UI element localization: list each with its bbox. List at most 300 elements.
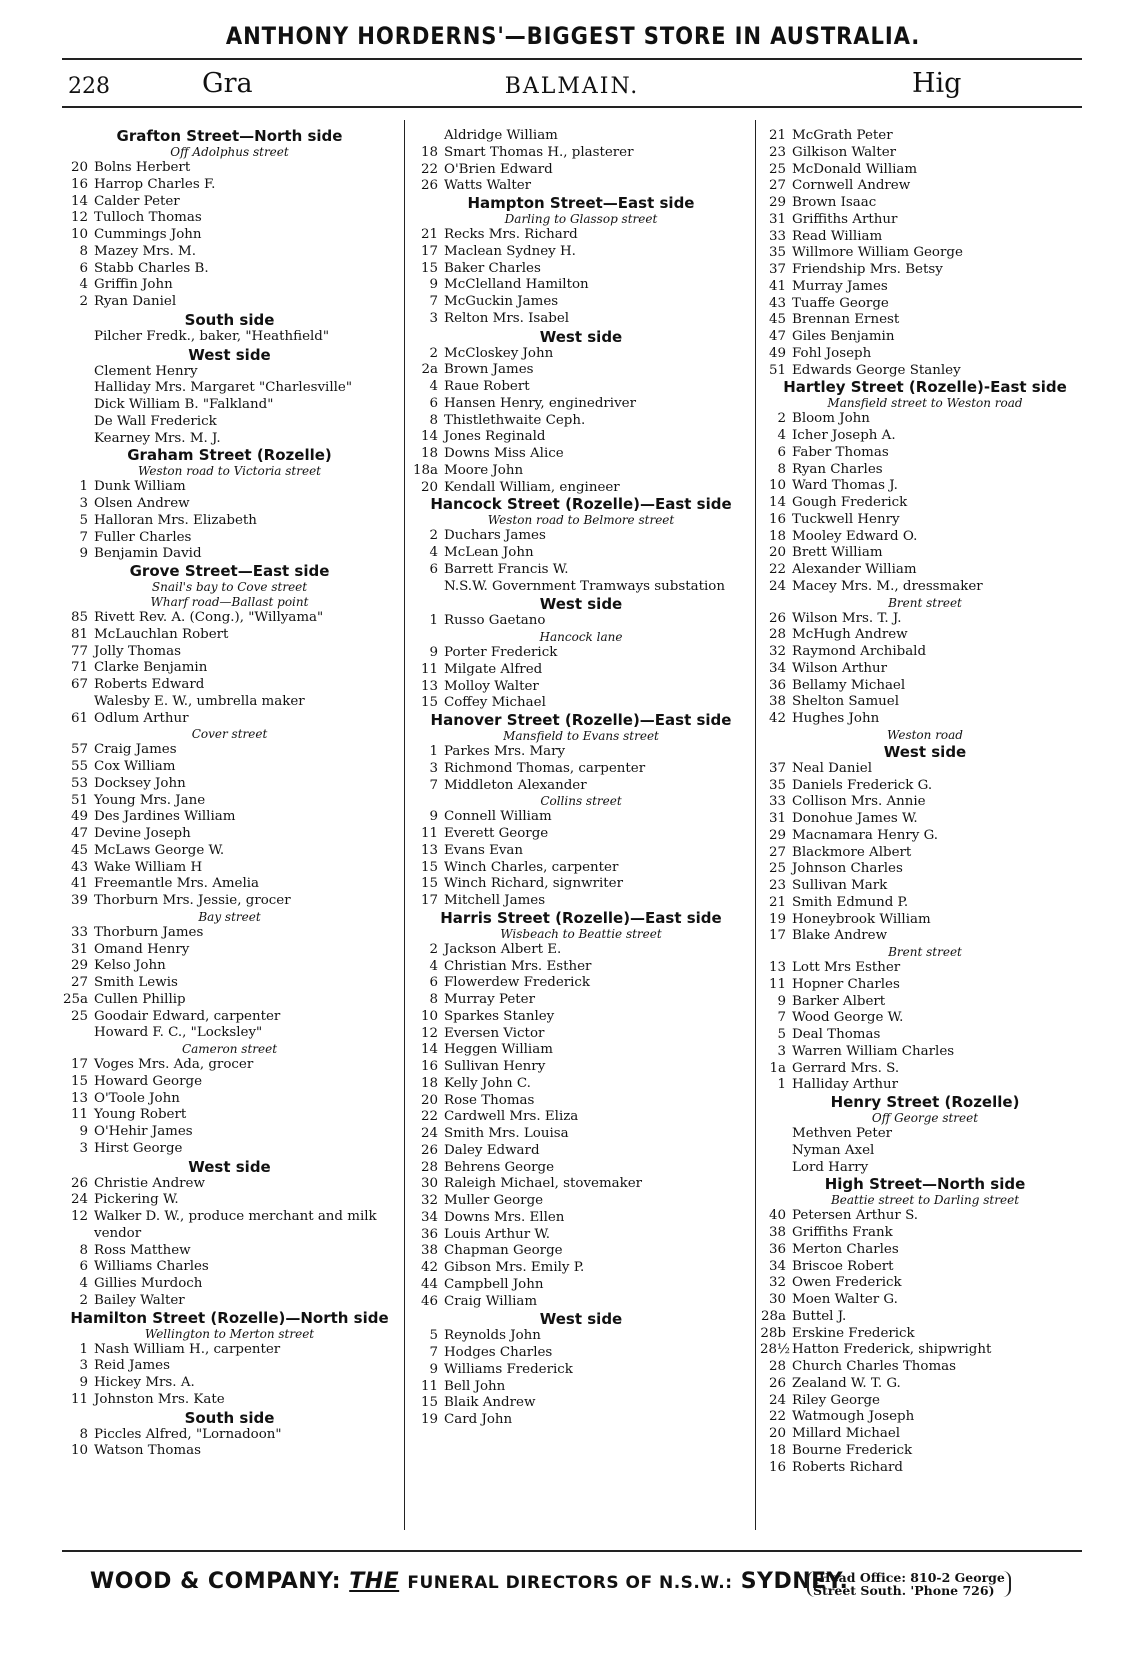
resident-name: McLauchlan Robert — [94, 626, 229, 642]
directory-entry — [62, 809, 397, 826]
directory-entry — [760, 195, 1090, 212]
directory-entry — [62, 1176, 397, 1193]
resident-name: Harrop Charles F. — [94, 176, 216, 192]
resident-name: Blackmore Albert — [792, 844, 912, 860]
house-number: 16 — [768, 511, 786, 527]
resident-name: Donohue James W. — [792, 811, 918, 826]
resident-name: Parkes Mrs. Mary — [444, 744, 566, 759]
directory-entry — [412, 826, 750, 843]
resident-name: Smart Thomas H., plasterer — [444, 144, 634, 160]
house-number: 8 — [429, 412, 438, 428]
resident-name: Macnamara Henry G. — [792, 827, 939, 843]
resident-name: Young Robert — [94, 1107, 187, 1123]
resident-name: Milgate Alfred — [444, 661, 543, 677]
directory-entry — [62, 644, 397, 661]
resident-name: Kelly John C. — [444, 1075, 531, 1091]
house-number: 53 — [70, 775, 88, 791]
resident-name: Smith Edmund P. — [792, 894, 909, 910]
house-number: 16 — [420, 1059, 438, 1074]
resident-name: McGrath Peter — [792, 128, 893, 143]
resident-name: Kendall William, engineer — [444, 479, 620, 495]
resident-name: Ryan Daniel — [94, 294, 177, 309]
house-number — [760, 1143, 792, 1160]
resident-name: Lott Mrs Esther — [792, 960, 901, 975]
resident-name: Olsen Andrew — [94, 496, 190, 511]
directory-entry — [412, 843, 750, 860]
resident-name: De Wall Frederick — [94, 413, 217, 429]
resident-name: Wake William H — [94, 859, 203, 875]
house-number: 4 — [79, 277, 88, 293]
side-heading: South side — [184, 310, 275, 329]
resident-name: Christie Andrew — [94, 1175, 205, 1191]
resident-name: Griffiths Arthur — [792, 211, 898, 227]
directory-entry — [412, 1143, 750, 1160]
resident-name: Willmore William George — [792, 245, 963, 261]
house-number: 26 — [768, 610, 786, 626]
resident-name: Watmough Joseph — [792, 1409, 915, 1425]
street-heading: Graham Street (Rozelle) — [127, 446, 332, 465]
resident-name: Methven Peter — [792, 1126, 893, 1141]
column-divider-1 — [404, 120, 405, 1530]
directory-entry — [62, 1009, 397, 1026]
house-number: 41 — [768, 278, 786, 294]
side-heading: West side — [539, 595, 623, 614]
resident-name: Goodair Edward, carpenter — [94, 1008, 281, 1024]
resident-name: Watson Thomas — [94, 1443, 201, 1459]
house-number — [62, 694, 94, 711]
cross-street-note: Wharf road—Ballast point — [150, 595, 309, 609]
footer-tagline: FUNERAL DIRECTORS OF N.S.W.: — [407, 1573, 733, 1593]
resident-name: Collison Mrs. Annie — [792, 794, 926, 810]
directory-entry — [62, 893, 397, 910]
directory-entry — [760, 678, 1090, 695]
house-number: 37 — [768, 262, 786, 277]
resident-name: Deal Thomas — [792, 1027, 881, 1042]
house-number: 18 — [420, 1075, 438, 1091]
resident-name: Neal Daniel — [792, 760, 872, 776]
house-number: 12 — [70, 210, 88, 226]
house-number: 13 — [420, 842, 438, 858]
house-number: 13 — [768, 960, 786, 975]
house-number: 34 — [768, 1258, 786, 1274]
house-number: 6 — [777, 444, 786, 460]
resident-name: Gough Frederick — [792, 495, 908, 510]
house-number: 12 — [70, 1209, 88, 1224]
resident-name: Wilson Mrs. T. J. — [792, 610, 902, 626]
directory-entry — [412, 1260, 750, 1277]
resident-name: Craig James — [94, 742, 177, 758]
directory-entry — [760, 1393, 1090, 1410]
house-number: 81 — [70, 626, 88, 642]
directory-entry — [62, 1392, 397, 1409]
cross-street-note: Bay street — [198, 909, 261, 924]
footer-rule — [62, 1550, 1082, 1552]
cross-street-note: Darling to Glassop street — [504, 212, 658, 226]
directory-entry — [412, 244, 750, 261]
directory-entry — [62, 958, 397, 975]
resident-name: Sullivan Mark — [792, 878, 888, 893]
house-number: 11 — [70, 1391, 88, 1407]
column-divider-2 — [755, 120, 756, 1530]
house-number: 6 — [429, 975, 438, 991]
resident-name: Johnson Charles — [792, 861, 903, 877]
house-number — [760, 1160, 792, 1177]
resident-name: Hirst George — [94, 1140, 183, 1156]
resident-name: Honeybrook William — [792, 911, 931, 927]
resident-name: Giles Benjamin — [792, 329, 895, 344]
directory-entry — [760, 212, 1090, 229]
house-number: 49 — [768, 345, 786, 361]
resident-name: Brown Isaac — [792, 195, 877, 210]
resident-name: Buttel J. — [792, 1308, 847, 1324]
resident-name: Gillies Murdoch — [94, 1276, 203, 1291]
index-key-left: Gra — [202, 68, 253, 99]
directory-entry — [412, 1243, 750, 1260]
resident-name: Cox William — [94, 759, 176, 774]
resident-name: Brown James — [444, 362, 534, 378]
house-number: 20 — [768, 1426, 786, 1441]
directory-entry — [412, 294, 750, 311]
cross-street-note: Mansfield street to Weston road — [827, 396, 1023, 411]
directory-entry — [62, 160, 397, 177]
directory-entry — [62, 277, 397, 294]
house-number: 6 — [79, 260, 88, 276]
resident-name: Bellamy Michael — [792, 677, 906, 693]
resident-name: Roberts Richard — [792, 1459, 903, 1475]
resident-name: Behrens George — [444, 1159, 555, 1175]
resident-name: Griffin John — [94, 277, 173, 293]
house-number: 28 — [420, 1159, 438, 1175]
resident-name: Shelton Samuel — [792, 694, 900, 710]
house-number: 38 — [420, 1243, 438, 1259]
resident-name: Raue Robert — [444, 379, 530, 394]
directory-entry — [760, 1126, 1090, 1143]
directory-entry — [412, 761, 750, 778]
footer-advert-text — [90, 1569, 848, 1594]
resident-name: Walesby E. W., umbrella maker — [94, 693, 305, 709]
house-number: 9 — [79, 1124, 88, 1139]
directory-entry — [760, 960, 1090, 977]
resident-name: Sparkes Stanley — [444, 1008, 555, 1024]
directory-entry — [760, 296, 1090, 313]
header-rule — [62, 106, 1082, 108]
directory-entry — [412, 562, 750, 579]
house-number: 36 — [768, 677, 786, 693]
house-number: 20 — [70, 160, 88, 175]
directory-entry — [62, 677, 397, 694]
resident-name: Wilson Arthur — [792, 660, 888, 676]
house-number: 2 — [777, 411, 786, 427]
cross-street-note: Cover street — [191, 727, 268, 742]
resident-name: Des Jardines William — [94, 809, 236, 825]
house-number: 1 — [79, 479, 88, 495]
directory-entry — [62, 843, 397, 860]
resident-name: Gilkison Walter — [792, 144, 897, 160]
directory-entry — [760, 229, 1090, 246]
resident-name: Tuckwell Henry — [792, 511, 900, 527]
directory-entry — [760, 1426, 1090, 1443]
directory-entry — [760, 778, 1090, 795]
house-number: 35 — [768, 777, 786, 793]
house-number: 33 — [768, 794, 786, 810]
directory-entry — [62, 1293, 397, 1310]
resident-name: Macey Mrs. M., dressmaker — [792, 578, 983, 594]
directory-entry — [760, 1275, 1090, 1292]
street-heading: Harris Street (Rozelle)—East side — [440, 908, 722, 927]
house-number: 11 — [768, 976, 786, 992]
house-number: 2 — [79, 1292, 88, 1308]
resident-name: Millard Michael — [792, 1426, 901, 1441]
directory-entry — [760, 861, 1090, 878]
house-number: 44 — [420, 1276, 438, 1292]
resident-name: Ross Matthew — [94, 1242, 191, 1258]
directory-entry — [412, 893, 750, 910]
directory-entry — [760, 1259, 1090, 1276]
house-number: 8 — [79, 1242, 88, 1258]
house-number: 15 — [70, 1073, 88, 1089]
cross-street-note: Mansfield to Evans street — [503, 729, 659, 743]
house-number: 13 — [420, 678, 438, 694]
house-number: 4 — [79, 1276, 88, 1291]
house-number: 9 — [429, 645, 438, 660]
resident-name: Brett William — [792, 545, 883, 561]
house-number: 32 — [768, 1275, 786, 1291]
index-key-right: Hig — [912, 68, 962, 99]
house-number: 25 — [70, 1008, 88, 1024]
resident-name: Ryan Charles — [792, 461, 883, 477]
directory-entry — [412, 992, 750, 1009]
resident-name: Relton Mrs. Isabel — [444, 310, 570, 326]
resident-name: Gerrard Mrs. S. — [792, 1060, 900, 1076]
house-number — [62, 431, 94, 448]
house-number: 25 — [768, 161, 786, 177]
directory-entry — [62, 992, 397, 1009]
house-number: 26 — [70, 1175, 88, 1191]
directory-entry — [760, 1292, 1090, 1309]
directory-column-1 — [62, 128, 397, 1460]
resident-name: Mitchell James — [444, 893, 546, 908]
resident-name: Freemantle Mrs. Amelia — [94, 876, 260, 892]
house-number: 29 — [70, 958, 88, 974]
resident-name: Barker Albert — [792, 993, 886, 1009]
directory-entry — [412, 662, 750, 679]
directory-entry — [412, 362, 750, 379]
house-number: 31 — [70, 941, 88, 957]
directory-entry — [62, 431, 397, 448]
house-number: 9 — [79, 546, 88, 562]
directory-entry — [760, 912, 1090, 929]
house-number: 24 — [420, 1126, 438, 1141]
directory-entry — [62, 1107, 397, 1124]
resident-name: Reid James — [94, 1358, 170, 1374]
directory-entry — [412, 446, 750, 463]
house-number: 2a — [421, 362, 438, 378]
directory-entry — [760, 994, 1090, 1011]
resident-name: Roberts Edward — [94, 677, 205, 692]
directory-entry — [760, 262, 1090, 279]
house-number: 15 — [420, 1395, 438, 1411]
street-heading: Henry Street (Rozelle) — [830, 1093, 1020, 1111]
directory-entry — [760, 363, 1090, 380]
resident-name: Halliday Arthur — [792, 1077, 898, 1093]
house-number: 5 — [777, 1027, 786, 1042]
directory-entry — [412, 1210, 750, 1227]
cross-street-note: Cameron street — [181, 1042, 278, 1056]
resident-name: Read William — [792, 228, 883, 244]
directory-entry — [760, 761, 1090, 778]
house-number: 20 — [420, 479, 438, 495]
directory-entry — [412, 1328, 750, 1345]
directory-entry — [412, 128, 750, 145]
house-number: 14 — [768, 495, 786, 510]
resident-name: Christian Mrs. Esther — [444, 958, 592, 974]
top-rule — [62, 58, 1082, 60]
house-number: 26 — [420, 1142, 438, 1158]
house-number — [412, 128, 444, 145]
house-number: 18 — [420, 446, 438, 461]
directory-entry — [760, 1010, 1090, 1027]
street-heading: Hampton Street—East side — [467, 194, 695, 212]
directory-entry — [412, 613, 750, 630]
directory-entry — [62, 694, 397, 711]
resident-name: Edwards George Stanley — [792, 362, 961, 378]
resident-name: Cullen Phillip — [94, 991, 186, 1007]
resident-name: Daley Edward — [444, 1142, 540, 1158]
directory-entry — [412, 545, 750, 562]
cross-street-note: Weston road — [886, 727, 963, 742]
directory-entry — [760, 1326, 1090, 1343]
directory-entry — [62, 942, 397, 959]
resident-name: Kelso John — [94, 958, 166, 974]
resident-name: Moore John — [444, 462, 524, 478]
house-number: 37 — [768, 760, 786, 776]
resident-name: Porter Frederick — [444, 645, 558, 660]
page-number: 228 — [68, 74, 110, 99]
house-number — [62, 364, 94, 381]
directory-entry — [760, 845, 1090, 862]
house-number: 20 — [768, 545, 786, 561]
directory-entry — [62, 496, 397, 513]
house-number: 21 — [768, 128, 786, 143]
resident-name: Winch Richard, signwriter — [444, 876, 623, 892]
house-number: 19 — [420, 1412, 438, 1427]
resident-name: Piccles Alfred, "Lornadoon" — [94, 1426, 282, 1442]
resident-name: Sullivan Henry — [444, 1059, 546, 1074]
directory-entry — [760, 1160, 1090, 1177]
house-number: 77 — [70, 643, 88, 659]
directory-entry — [412, 311, 750, 328]
resident-name: Raleigh Michael, stovemaker — [444, 1176, 643, 1192]
resident-name: Tuaffe George — [792, 295, 889, 311]
directory-entry — [62, 742, 397, 759]
directory-entry — [760, 562, 1090, 579]
house-number: 14 — [70, 193, 88, 209]
resident-name: Chapman George — [444, 1243, 563, 1259]
resident-name: Jackson Albert E. — [444, 941, 562, 957]
resident-name: Mooley Edward O. — [792, 528, 918, 544]
side-heading: West side — [188, 1157, 271, 1176]
house-number: 57 — [70, 742, 88, 758]
house-number: 1 — [429, 613, 438, 629]
resident-name: Recks Mrs. Richard — [444, 227, 578, 242]
house-number: 1 — [777, 1077, 786, 1093]
street-heading: Hanover Street (Rozelle)—East side — [430, 711, 732, 729]
directory-entry — [760, 977, 1090, 994]
resident-name: Flowerdew Frederick — [444, 975, 591, 991]
directory-entry — [412, 145, 750, 162]
house-number: 85 — [70, 610, 88, 625]
cross-street-note: Collins street — [540, 794, 622, 809]
house-number: 6 — [429, 395, 438, 411]
resident-name: Warren William Charles — [792, 1043, 955, 1059]
house-number: 26 — [420, 178, 438, 194]
cross-street-note: Weston road to Victoria street — [137, 464, 322, 479]
directory-entry — [62, 1209, 397, 1243]
house-number: 9 — [429, 1361, 438, 1377]
directory-entry — [412, 1395, 750, 1412]
resident-name: Craig William — [444, 1293, 538, 1309]
resident-name: Mazey Mrs. M. — [94, 243, 196, 259]
top-banner: ANTHONY HORDERNS'—BIGGEST STORE IN AUSTRALIA. — [225, 22, 921, 50]
resident-name: Faber Thomas — [792, 444, 889, 460]
directory-entry — [760, 1342, 1090, 1359]
house-number: 7 — [429, 777, 438, 793]
resident-name: Church Charles Thomas — [792, 1359, 957, 1374]
directory-entry — [760, 828, 1090, 845]
directory-entry — [760, 1077, 1090, 1094]
resident-name: Maclean Sydney H. — [444, 243, 576, 259]
resident-name: Stabb Charles B. — [94, 260, 209, 276]
resident-name: Johnston Mrs. Kate — [94, 1391, 225, 1407]
street-heading: High Street—North side — [824, 1175, 1026, 1194]
house-number — [62, 380, 94, 397]
directory-entry — [62, 759, 397, 776]
page-header — [62, 64, 1082, 104]
house-number: 42 — [768, 711, 786, 726]
resident-name: Nash William H., carpenter — [94, 1341, 281, 1357]
house-number: 18 — [420, 144, 438, 160]
house-number: 27 — [70, 975, 88, 990]
footer-the: THE — [349, 1569, 400, 1594]
directory-entry — [760, 1242, 1090, 1259]
directory-entry — [760, 694, 1090, 711]
house-number: 3 — [79, 1140, 88, 1156]
directory-entry — [760, 794, 1090, 811]
resident-name: Owen Frederick — [792, 1275, 902, 1291]
directory-entry — [760, 1460, 1090, 1477]
directory-entry — [760, 895, 1090, 912]
house-number: 13 — [70, 1090, 88, 1106]
resident-name: McLean John — [444, 545, 534, 560]
resident-name: Pickering W. — [94, 1192, 179, 1208]
house-number: 11 — [420, 1378, 438, 1394]
resident-name: Thistlethwaite Ceph. — [444, 412, 586, 428]
directory-entry — [760, 661, 1090, 678]
directory-entry — [412, 396, 750, 413]
directory-entry — [62, 364, 397, 381]
resident-name: Barrett Francis W. — [444, 561, 569, 577]
resident-name: Alexander William — [792, 562, 917, 577]
house-number: 47 — [70, 826, 88, 841]
directory-entry — [760, 329, 1090, 346]
house-number — [62, 329, 94, 346]
house-number: 38 — [768, 1225, 786, 1240]
footer-advertisement — [62, 1563, 1082, 1613]
resident-name: Downs Miss Alice — [444, 446, 564, 461]
directory-entry — [760, 1409, 1090, 1426]
house-number: 7 — [79, 529, 88, 545]
directory-entry — [412, 528, 750, 545]
